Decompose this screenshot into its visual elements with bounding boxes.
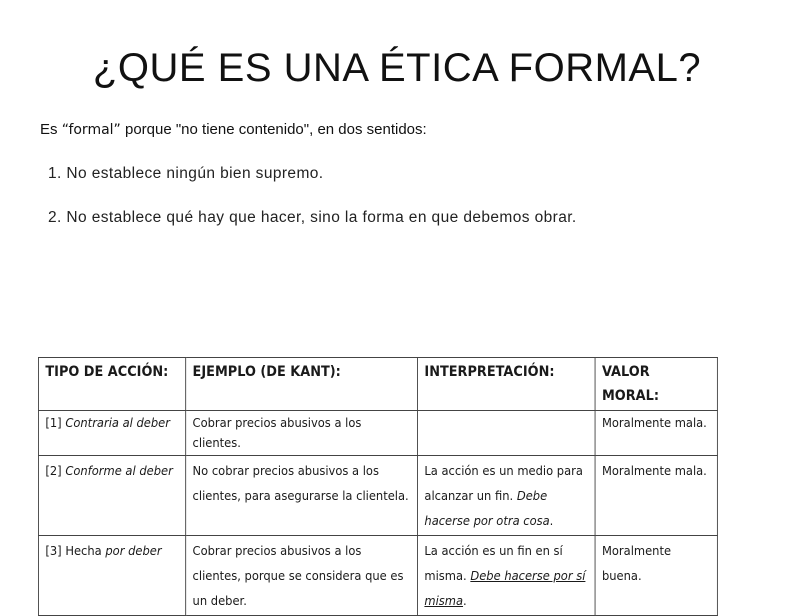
row-num: [3] bbox=[45, 543, 62, 558]
kant-table-container bbox=[38, 357, 746, 608]
cell-interp bbox=[418, 456, 596, 536]
header-tipo: TIPO DE ACCIÓN: bbox=[38, 358, 185, 411]
intro-text bbox=[40, 121, 427, 138]
cell-example: Cobrar precios abusivos a los clientes. bbox=[186, 411, 418, 456]
row-type: Conforme al deber bbox=[65, 463, 173, 478]
page-title: ¿QUÉ ES UNA ÉTICA FORMAL? bbox=[92, 46, 702, 90]
row-type-plain: Hecha bbox=[65, 543, 106, 558]
cell-value: Moralmente buena. bbox=[595, 536, 717, 616]
cell-example: Cobrar precios abusivos a los clientes, porque se considera que es un deber. bbox=[186, 536, 418, 616]
row-type: Contraria al deber bbox=[65, 415, 170, 430]
table-row bbox=[38, 536, 717, 616]
cell-value: Moralmente mala. bbox=[595, 456, 717, 536]
cell-value: Moralmente mala. bbox=[595, 411, 717, 456]
header-interpretacion: INTERPRETACIÓN: bbox=[418, 358, 596, 411]
header-ejemplo: EJEMPLO (DE KANT): bbox=[186, 358, 418, 411]
interp-em: Debe hacerse por sí misma bbox=[424, 568, 586, 608]
table-row bbox=[38, 411, 717, 456]
interp-plain: La acción es un medio para alcanzar un fin. bbox=[424, 463, 583, 503]
interp-em: Debe hacerse por otra cosa bbox=[424, 488, 550, 528]
row-type-em: por deber bbox=[105, 543, 162, 558]
intro-middle: porque "no tiene contenido", bbox=[120, 121, 318, 138]
interp-end: . bbox=[549, 513, 554, 528]
cell-type bbox=[38, 456, 185, 536]
cell-type bbox=[38, 411, 185, 456]
table-row bbox=[38, 456, 717, 536]
intro-formal: “formal” bbox=[61, 122, 121, 138]
cell-example: No cobrar precios abusivos a los clientes, para asegurarse la clientela. bbox=[186, 456, 418, 536]
interp-end: . bbox=[463, 593, 467, 608]
cell-type bbox=[38, 536, 185, 616]
table-header-row bbox=[38, 358, 717, 411]
row-num: [2] bbox=[45, 463, 62, 478]
point-2: 2. No establece qué hay que hacer, sino la forma en que debemos obrar. bbox=[48, 209, 577, 226]
point-1: 1. No establece ningún bien supremo. bbox=[48, 165, 324, 182]
row-num: [1] bbox=[45, 415, 62, 430]
header-valor: VALOR MORAL: bbox=[595, 358, 717, 411]
intro-bold-tail: en dos sentidos: bbox=[317, 121, 427, 138]
interp-plain: La acción es un fin en sí misma. bbox=[424, 543, 563, 583]
cell-interp bbox=[418, 411, 596, 456]
cell-interp bbox=[418, 536, 596, 616]
intro-prefix: Es bbox=[40, 121, 62, 138]
kant-table bbox=[38, 357, 718, 616]
